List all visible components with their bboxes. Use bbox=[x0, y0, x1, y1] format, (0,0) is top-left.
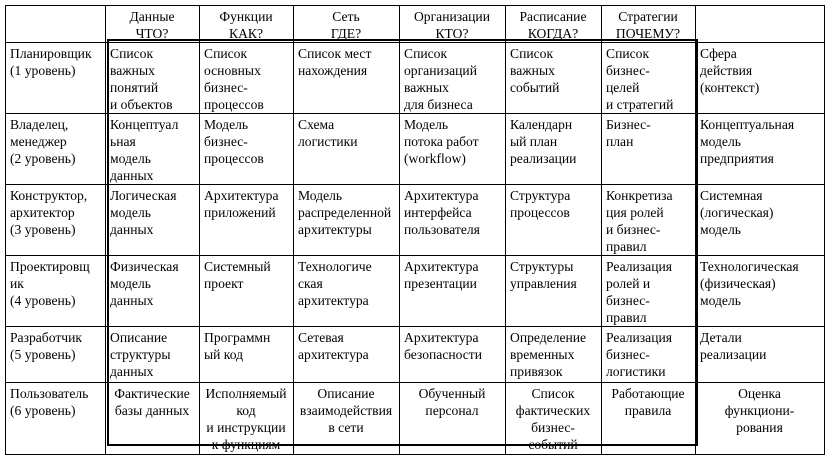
matrix-cell bbox=[294, 383, 400, 455]
table-row bbox=[6, 43, 825, 114]
matrix-cell bbox=[506, 43, 602, 114]
row-scope-label bbox=[696, 43, 825, 114]
matrix-cell-text: Описание взаимодействия в сети bbox=[299, 386, 393, 435]
matrix-cell-text: Реализация бизнес- логистики bbox=[606, 330, 672, 379]
matrix-cell-text: Конкретиза ция ролей и бизнес- правил bbox=[606, 188, 673, 254]
row-scope-label-text: Детали реализации bbox=[700, 330, 767, 362]
row-role-label bbox=[6, 114, 106, 185]
matrix-cell-text: Сетевая архитектура bbox=[298, 330, 369, 362]
column-header bbox=[696, 6, 825, 43]
matrix-cell bbox=[106, 185, 200, 256]
column-header bbox=[602, 6, 696, 43]
matrix-cell bbox=[294, 185, 400, 256]
matrix-cell-text: Список важных событий bbox=[510, 46, 560, 95]
matrix-cell bbox=[506, 327, 602, 383]
matrix-cell bbox=[602, 256, 696, 327]
matrix-cell bbox=[200, 383, 294, 455]
table-row bbox=[6, 327, 825, 383]
row-role-label-text: Владелец, менеджер (2 уровень) bbox=[10, 117, 76, 166]
row-scope-label-text: Технологическая (физическая) модель bbox=[700, 259, 799, 308]
column-header-text: Стратегии ПОЧЕМУ? bbox=[615, 9, 681, 41]
matrix-cell-text: Список фактических бизнес- событий bbox=[515, 386, 591, 452]
matrix-cell-text: Исполняемый код и инструкции к функциям bbox=[205, 386, 287, 452]
matrix-cell bbox=[506, 114, 602, 185]
matrix-cell bbox=[602, 114, 696, 185]
matrix-cell-text: Список важных понятий и объектов bbox=[110, 46, 173, 112]
row-scope-label bbox=[696, 185, 825, 256]
matrix-cell-text: Календарн ый план реализации bbox=[510, 117, 577, 166]
row-role-label bbox=[6, 383, 106, 455]
matrix-cell-text: Технологиче ская архитектура bbox=[298, 259, 372, 308]
matrix-cell bbox=[200, 114, 294, 185]
matrix-cell bbox=[602, 185, 696, 256]
matrix-cell-text: Определение временных привязок bbox=[510, 330, 587, 379]
matrix-cell-text: Архитектура презентации bbox=[404, 259, 479, 291]
column-header-text: Расписание КОГДА? bbox=[519, 9, 587, 41]
matrix-cell bbox=[106, 327, 200, 383]
matrix-cell bbox=[106, 256, 200, 327]
matrix-cell-text: Структуры управления bbox=[510, 259, 577, 291]
table-row bbox=[6, 383, 825, 455]
row-role-label bbox=[6, 327, 106, 383]
matrix-cell-text: Системный проект bbox=[204, 259, 271, 291]
row-scope-label-text: Концептуальная модель предприятия bbox=[700, 117, 795, 166]
matrix-cell-text: Программн ый код bbox=[204, 330, 271, 362]
table-row bbox=[6, 256, 825, 327]
row-scope-label-text: Оценка функциони- рования bbox=[724, 386, 795, 435]
matrix-cell-text: Работающие правила bbox=[611, 386, 685, 418]
matrix-cell-text: Модель потока работ (workflow) bbox=[404, 117, 479, 166]
row-role-label-text: Пользователь (6 уровень) bbox=[10, 386, 89, 418]
matrix-cell bbox=[200, 327, 294, 383]
matrix-cell bbox=[106, 43, 200, 114]
matrix-cell-text: Архитектура приложений bbox=[204, 188, 279, 220]
matrix-cell bbox=[400, 114, 506, 185]
matrix-cell bbox=[294, 256, 400, 327]
column-header bbox=[106, 6, 200, 43]
matrix-cell bbox=[602, 327, 696, 383]
column-header-text: Функции КАК? bbox=[219, 9, 273, 41]
table-row bbox=[6, 185, 825, 256]
matrix-cell-text: Бизнес- план bbox=[606, 117, 651, 149]
row-scope-label bbox=[696, 114, 825, 185]
matrix-cell bbox=[602, 43, 696, 114]
row-role-label-text: Планировщик (1 уровень) bbox=[10, 46, 92, 78]
matrix-cell bbox=[506, 256, 602, 327]
matrix-cell-text: Логическая модель данных bbox=[110, 188, 177, 237]
row-role-label bbox=[6, 185, 106, 256]
matrix-cell-text: Физическая модель данных bbox=[110, 259, 179, 308]
matrix-cell-text: Архитектура безопасности bbox=[404, 330, 483, 362]
matrix-cell-text: Архитектура интерфейса пользователя bbox=[404, 188, 480, 237]
column-header-text: Данные ЧТО? bbox=[129, 9, 175, 41]
matrix-cell bbox=[506, 185, 602, 256]
matrix-cell-text: Концептуал ьная модель данных bbox=[110, 117, 179, 183]
column-header-text: Организации КТО? bbox=[413, 9, 490, 41]
matrix-cell-text: Список мест нахождения bbox=[298, 46, 372, 78]
row-role-label-text: Разработчик (5 уровень) bbox=[10, 330, 82, 362]
row-role-label bbox=[6, 43, 106, 114]
matrix-cell bbox=[400, 185, 506, 256]
matrix-cell-text: Список основных бизнес- процессов bbox=[204, 46, 264, 112]
column-header bbox=[200, 6, 294, 43]
column-header bbox=[506, 6, 602, 43]
matrix-cell bbox=[400, 327, 506, 383]
matrix-cell bbox=[200, 185, 294, 256]
row-scope-label bbox=[696, 327, 825, 383]
matrix-cell-text: Схема логистики bbox=[298, 117, 358, 149]
column-header bbox=[6, 6, 106, 43]
header-row bbox=[6, 6, 825, 43]
column-header bbox=[294, 6, 400, 43]
matrix-cell-text: Фактические базы данных bbox=[114, 386, 190, 418]
matrix-cell bbox=[294, 43, 400, 114]
row-scope-label bbox=[696, 256, 825, 327]
column-header bbox=[400, 6, 506, 43]
row-role-label-text: Конструктор, архитектор (3 уровень) bbox=[10, 188, 88, 237]
row-scope-label-text: Сфера действия (контекст) bbox=[700, 46, 760, 95]
matrix-cell-text: Модель бизнес- процессов bbox=[204, 117, 264, 166]
matrix-cell bbox=[200, 256, 294, 327]
matrix-cell bbox=[294, 114, 400, 185]
row-scope-label-text: Системная (логическая) модель bbox=[700, 188, 774, 237]
row-role-label bbox=[6, 256, 106, 327]
matrix-cell-text: Описание структуры данных bbox=[110, 330, 171, 379]
matrix-cell bbox=[200, 43, 294, 114]
matrix-cell bbox=[602, 383, 696, 455]
row-scope-label bbox=[696, 383, 825, 455]
column-header-text: Сеть ГДЕ? bbox=[330, 9, 362, 41]
matrix-cell-text: Реализация ролей и бизнес- правил bbox=[606, 259, 672, 325]
matrix-cell bbox=[506, 383, 602, 455]
matrix-cell bbox=[294, 327, 400, 383]
matrix-cell-text: Список бизнес- целей и стратегий bbox=[606, 46, 674, 112]
matrix-cell bbox=[400, 256, 506, 327]
matrix-cell bbox=[400, 43, 506, 114]
matrix-cell-text: Структура процессов bbox=[510, 188, 571, 220]
matrix-cell bbox=[400, 383, 506, 455]
table-row bbox=[6, 114, 825, 185]
zachman-framework-table bbox=[5, 5, 825, 455]
matrix-cell-text: Список организаций важных для бизнеса bbox=[404, 46, 477, 112]
matrix-cell-text: Обученный персонал bbox=[418, 386, 486, 418]
row-role-label-text: Проектировщ ик (4 уровень) bbox=[10, 259, 90, 308]
matrix-cell bbox=[106, 383, 200, 455]
matrix-cell-text: Модель распределенной архитектуры bbox=[298, 188, 392, 237]
matrix-cell bbox=[106, 114, 200, 185]
